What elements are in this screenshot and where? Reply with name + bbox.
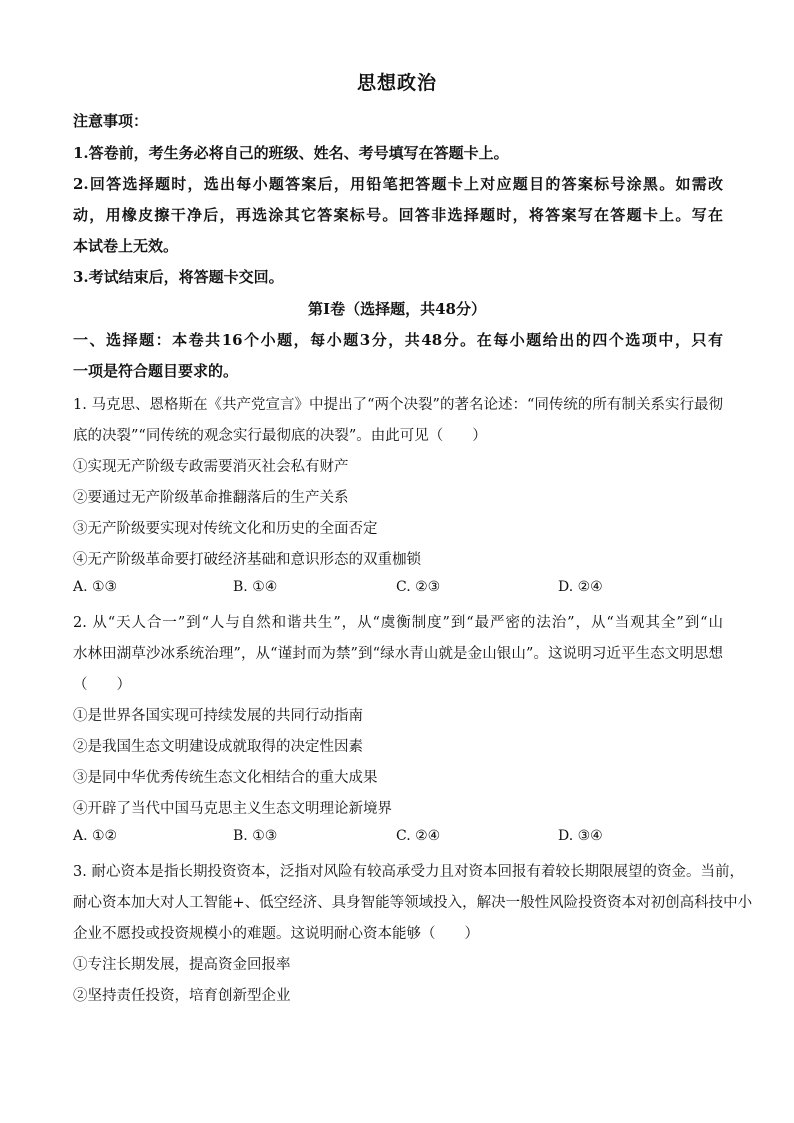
q2-statement-1: ①是世界各国实现可持续发展的共同行动指南 bbox=[73, 708, 363, 724]
q2-stem-line-1: 2. 从“天人合一”到“人与自然和谐共生”，从“虞衡制度”到“最严密的法治”，从“当观其全”到“山 bbox=[73, 615, 723, 631]
q1-stem-line-2: 底的决裂”“同传统的观念实行最彻底的决裂”。由此可见（ ） bbox=[73, 428, 487, 444]
q2-stem-line-2: 水林田湖草沙冰系统治理”，从“谨封而为禁”到“绿水青山就是金山银山”。这说明习近平生态文明思想 bbox=[73, 646, 723, 662]
q2-option-b: B. ①③ bbox=[233, 828, 278, 844]
notice-heading: 注意事项： bbox=[73, 112, 149, 130]
section-heading: 第Ⅰ卷（选择题，共48分） bbox=[308, 300, 486, 318]
q1-statement-1: ①实现无产阶级专政需要消灭社会私有财产 bbox=[73, 459, 349, 475]
q2-stem-line-3: （ ） bbox=[73, 677, 131, 693]
q1-option-c: C. ②③ bbox=[396, 579, 441, 595]
notice-item-2-line-1: 2.回答选择题时，选出每小题答案后，用铅笔把答题卡上对应题目的答案标号涂黑。如需改 bbox=[73, 175, 723, 193]
q1-statement-4: ④无产阶级革命要打破经济基础和意识形态的双重枷锁 bbox=[73, 552, 421, 568]
notice-item-3: 3.考试结束后，将答题卡交回。 bbox=[73, 268, 284, 286]
q1-statement-2: ②要通过无产阶级革命推翻落后的生产关系 bbox=[73, 490, 349, 506]
q2-option-a: A. ①② bbox=[73, 828, 118, 844]
q1-statement-3: ③无产阶级要实现对传统文化和历史的全面否定 bbox=[73, 521, 378, 537]
q2-option-c: C. ②④ bbox=[396, 828, 441, 844]
q2-option-d: D. ③④ bbox=[558, 828, 603, 844]
page-title: 思想政治 bbox=[356, 72, 437, 94]
q3-stem-line-1: 3. 耐心资本是指长期投资资本，泛指对风险有较高承受力且对资本回报有着较长期限展望的资金。当前， bbox=[73, 864, 744, 880]
section-instruction-line-2: 一项是符合题目要求的。 bbox=[73, 362, 239, 380]
q1-option-b: B. ①④ bbox=[233, 579, 278, 595]
notice-item-2-line-3: 本试卷上无效。 bbox=[73, 237, 179, 255]
q1-option-d: D. ②④ bbox=[558, 579, 603, 595]
q1-option-a: A. ①③ bbox=[73, 579, 118, 595]
q3-stem-line-2: 耐心资本加大对人工智能+、低空经济、具身智能等领域投入，解决一般性风险投资资本对初创高科技中小 bbox=[73, 895, 753, 911]
q3-statement-1: ①专注长期发展，提高资金回报率 bbox=[73, 957, 291, 973]
q2-statement-2: ②是我国生态文明建设成就取得的决定性因素 bbox=[73, 739, 363, 755]
q3-statement-2: ②坚持责任投资，培育创新型企业 bbox=[73, 988, 291, 1004]
section-instruction-line-1: 一、选择题：本卷共16个小题，每小题3分，共48分。在每小题给出的四个选项中，只有 bbox=[73, 331, 723, 349]
q1-stem-line-1: 1. 马克思、恩格斯在《共产党宣言》中提出了“两个决裂”的著名论述：“同传统的所有制关系实行最彻 bbox=[73, 397, 723, 413]
notice-item-2-line-2: 动，用橡皮擦干净后，再选涂其它答案标号。回答非选择题时，将答案写在答题卡上。写在 bbox=[73, 206, 723, 224]
q2-statement-3: ③是同中华优秀传统生态文化相结合的重大成果 bbox=[73, 770, 378, 786]
notice-item-1: 1.答卷前，考生务必将自己的班级、姓名、考号填写在答题卡上。 bbox=[73, 144, 509, 162]
q3-stem-line-3: 企业不愿投或投资规模小的难题。这说明耐心资本能够（ ） bbox=[73, 926, 479, 942]
q2-statement-4: ④开辟了当代中国马克思主义生态文明理论新境界 bbox=[73, 801, 392, 817]
